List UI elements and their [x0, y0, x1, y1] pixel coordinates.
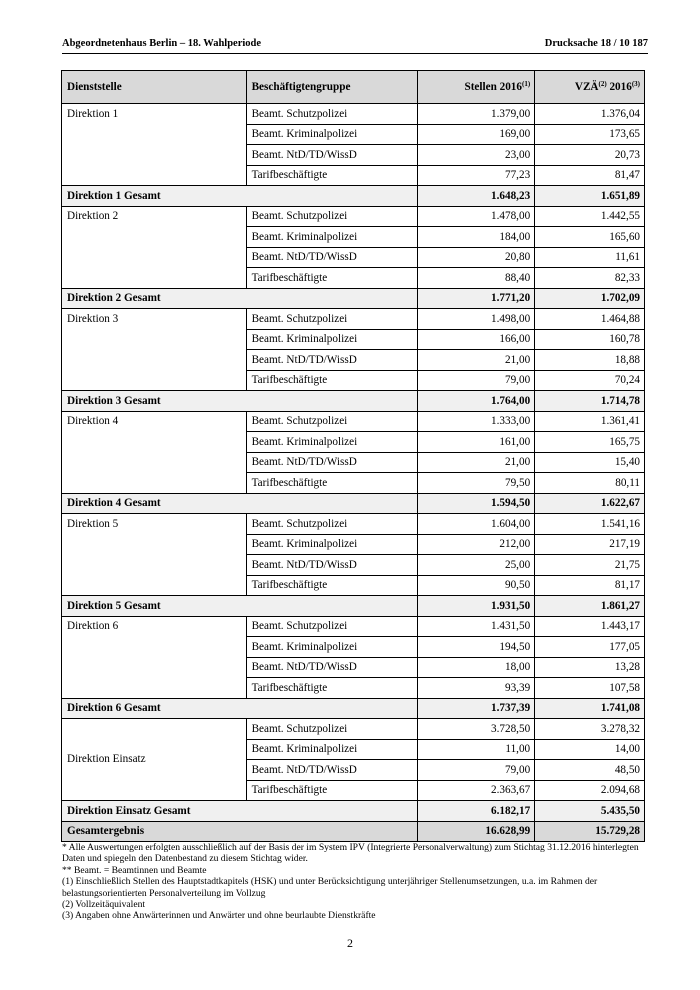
footnote: ** Beamt. = Beamtinnen und Beamte: [62, 864, 207, 876]
page-number: 2: [347, 936, 353, 950]
dienststelle-cell: Direktion 3: [62, 309, 247, 330]
table-row: [62, 329, 645, 350]
dienststelle-cell: [62, 370, 247, 391]
stellen-cell: 3.728,50: [418, 719, 535, 740]
dienststelle-cell: [62, 165, 247, 186]
subtotal-row: [62, 698, 645, 719]
table-body: [62, 104, 645, 842]
table-row: [62, 575, 645, 596]
vza-cell: 1.361,41: [535, 411, 645, 432]
stellen-cell: 1.648,23: [418, 186, 535, 207]
dienststelle-cell: [62, 247, 247, 268]
table-row: [62, 616, 645, 637]
table-row: [62, 247, 645, 268]
gruppe-cell: Tarifbeschäftigte: [246, 370, 418, 391]
dienststelle-cell: [62, 534, 247, 555]
vza-cell: 160,78: [535, 329, 645, 350]
dienststelle-cell: [62, 432, 247, 453]
row-label: Direktion 4 Gesamt: [62, 493, 418, 514]
stellen-cell: 1.604,00: [418, 514, 535, 535]
footnote: (1) Einschließlich Stellen des Hauptstadtkapitels (HSK) und unter Berücksichtigung unterjähriger Stellenumsetzungen, u.a. im Rahmen der belastungsorientierten Personalverteilung im Vollzug: [62, 876, 598, 899]
vza-cell: 1.622,67: [535, 493, 645, 514]
table-row: [62, 432, 645, 453]
stellen-cell: 93,39: [418, 678, 535, 699]
dienststelle-cell: [62, 227, 247, 248]
stellen-cell: 161,00: [418, 432, 535, 453]
subtotal-row: [62, 391, 645, 412]
gruppe-cell: Beamt. Schutzpolizei: [246, 206, 418, 227]
gruppe-cell: Beamt. Schutzpolizei: [246, 616, 418, 637]
col-header-dienststelle: Dienststelle: [62, 71, 247, 104]
table-row: [62, 534, 645, 555]
dienststelle-cell: Direktion 4: [62, 411, 247, 432]
row-label: Direktion 6 Gesamt: [62, 698, 418, 719]
table-row: [62, 657, 645, 678]
gruppe-cell: Beamt. NtD/TD/WissD: [246, 555, 418, 576]
stellen-cell: 1.431,50: [418, 616, 535, 637]
subtotal-row: [62, 596, 645, 617]
subtotal-row: [62, 186, 645, 207]
table-row: [62, 165, 645, 186]
subtotal-row: [62, 801, 645, 822]
vza-cell: 1.702,09: [535, 288, 645, 309]
gruppe-cell: Beamt. Schutzpolizei: [246, 411, 418, 432]
stellen-cell: 23,00: [418, 145, 535, 166]
gruppe-cell: Beamt. NtD/TD/WissD: [246, 452, 418, 473]
stellen-cell: 21,00: [418, 452, 535, 473]
gruppe-cell: Beamt. Kriminalpolizei: [246, 739, 418, 760]
footnotes: [62, 842, 652, 922]
vza-cell: 80,11: [535, 473, 645, 494]
stellen-cell: 79,00: [418, 370, 535, 391]
gruppe-cell: Beamt. NtD/TD/WissD: [246, 657, 418, 678]
dienststelle-cell: [62, 575, 247, 596]
vza-cell: 48,50: [535, 760, 645, 781]
vza-cell: 1.741,08: [535, 698, 645, 719]
col-header-vza-footnote-1: (2): [598, 79, 607, 88]
gruppe-cell: Tarifbeschäftigte: [246, 165, 418, 186]
gruppe-cell: Beamt. Schutzpolizei: [246, 309, 418, 330]
stellen-cell: 79,50: [418, 473, 535, 494]
vza-cell: 81,47: [535, 165, 645, 186]
stellen-cell: 79,00: [418, 760, 535, 781]
table-row: [62, 350, 645, 371]
row-label: Direktion 3 Gesamt: [62, 391, 418, 412]
row-label: Direktion 1 Gesamt: [62, 186, 418, 207]
vza-cell: 3.278,32: [535, 719, 645, 740]
vza-cell: 1.376,04: [535, 104, 645, 125]
gruppe-cell: Beamt. Schutzpolizei: [246, 104, 418, 125]
vza-cell: 107,58: [535, 678, 645, 699]
vza-cell: 2.094,68: [535, 780, 645, 801]
table-row: [62, 473, 645, 494]
vza-cell: 21,75: [535, 555, 645, 576]
stellen-cell: 2.363,67: [418, 780, 535, 801]
dienststelle-cell: Direktion 1: [62, 104, 247, 125]
stellen-cell: 16.628,99: [418, 821, 535, 842]
stellen-cell: 20,80: [418, 247, 535, 268]
stellen-cell: 166,00: [418, 329, 535, 350]
vza-cell: 165,60: [535, 227, 645, 248]
vza-cell: 82,33: [535, 268, 645, 289]
vza-cell: 173,65: [535, 124, 645, 145]
stellen-cell: 1.931,50: [418, 596, 535, 617]
stellen-cell: 1.498,00: [418, 309, 535, 330]
vza-cell: 15,40: [535, 452, 645, 473]
stellen-cell: 184,00: [418, 227, 535, 248]
stellen-cell: 212,00: [418, 534, 535, 555]
vza-cell: 15.729,28: [535, 821, 645, 842]
vza-cell: 217,19: [535, 534, 645, 555]
vza-cell: 1.651,89: [535, 186, 645, 207]
stellen-cell: 1.594,50: [418, 493, 535, 514]
table-row: [62, 145, 645, 166]
gruppe-cell: Tarifbeschäftigte: [246, 268, 418, 289]
row-label: Direktion 2 Gesamt: [62, 288, 418, 309]
col-header-gruppe: Beschäftigtengruppe: [246, 71, 418, 104]
col-header-stellen-footnote: (1): [521, 79, 531, 88]
stellen-cell: 77,23: [418, 165, 535, 186]
stellen-cell: 1.379,00: [418, 104, 535, 125]
vza-cell: 1.861,27: [535, 596, 645, 617]
dienststelle-cell: [62, 350, 247, 371]
gruppe-cell: Beamt. NtD/TD/WissD: [246, 350, 418, 371]
header-right: Drucksache 18 / 10 187: [544, 38, 648, 49]
gruppe-cell: Beamt. NtD/TD/WissD: [246, 760, 418, 781]
stellen-cell: 1.764,00: [418, 391, 535, 412]
row-label: Gesamtergebnis: [62, 821, 418, 842]
gruppe-cell: Beamt. Kriminalpolizei: [246, 432, 418, 453]
subtotal-row: [62, 288, 645, 309]
col-header-stellen-label: Stellen 2016: [464, 80, 522, 93]
gruppe-cell: Tarifbeschäftigte: [246, 473, 418, 494]
vza-cell: 5.435,50: [535, 801, 645, 822]
dienststelle-cell: [62, 329, 247, 350]
gruppe-cell: Beamt. Kriminalpolizei: [246, 124, 418, 145]
dienststelle-cell: Direktion 2: [62, 206, 247, 227]
gruppe-cell: Beamt. NtD/TD/WissD: [246, 145, 418, 166]
table-row: [62, 719, 645, 740]
page-header: [62, 38, 648, 54]
table-row: [62, 370, 645, 391]
table-row: [62, 411, 645, 432]
dienststelle-cell: [62, 678, 247, 699]
gruppe-cell: Beamt. Kriminalpolizei: [246, 534, 418, 555]
dienststelle-cell: [62, 473, 247, 494]
gruppe-cell: Beamt. Kriminalpolizei: [246, 329, 418, 350]
dienststelle-cell: [62, 555, 247, 576]
footnote: (2) Vollzeitäquivalent: [62, 899, 146, 911]
stellen-cell: 194,50: [418, 637, 535, 658]
stellen-cell: 1.737,39: [418, 698, 535, 719]
dienststelle-cell: Direktion 6: [62, 616, 247, 637]
table-row: [62, 227, 645, 248]
vza-cell: 11,61: [535, 247, 645, 268]
subtotal-row: [62, 493, 645, 514]
dienststelle-cell: Direktion 5: [62, 514, 247, 535]
row-label: Direktion Einsatz Gesamt: [62, 801, 418, 822]
vza-cell: 81,17: [535, 575, 645, 596]
stellen-cell: 11,00: [418, 739, 535, 760]
table-row: [62, 309, 645, 330]
col-header-stellen: [418, 71, 535, 104]
stellen-cell: 1.333,00: [418, 411, 535, 432]
header-left: Abgeordnetenhaus Berlin – 18. Wahlperiode: [62, 38, 262, 49]
vza-cell: 20,73: [535, 145, 645, 166]
table-header-row: [62, 71, 645, 104]
col-header-vza: [535, 71, 645, 104]
row-label: Direktion 5 Gesamt: [62, 596, 418, 617]
dienststelle-cell: [62, 637, 247, 658]
table-row: [62, 206, 645, 227]
stellen-cell: 88,40: [418, 268, 535, 289]
gruppe-cell: Beamt. Schutzpolizei: [246, 719, 418, 740]
vza-cell: 1.714,78: [535, 391, 645, 412]
dienststelle-cell: [62, 657, 247, 678]
stellen-cell: 1.478,00: [418, 206, 535, 227]
vza-cell: 165,75: [535, 432, 645, 453]
footnote: (3) Angaben ohne Anwärterinnen und Anwärter und ohne beurlaubte Dienstkräfte: [62, 910, 376, 922]
dienststelle-cell: [62, 452, 247, 473]
dienststelle-cell: Direktion Einsatz: [62, 719, 247, 801]
col-header-vza-label: VZÄ: [574, 80, 599, 93]
staff-table: [61, 70, 645, 842]
vza-cell: 70,24: [535, 370, 645, 391]
vza-cell: 1.541,16: [535, 514, 645, 535]
dienststelle-cell: [62, 124, 247, 145]
gruppe-cell: Beamt. Schutzpolizei: [246, 514, 418, 535]
col-header-vza-footnote-2: (3): [631, 79, 640, 88]
footnote: * Alle Auswertungen erfolgten ausschließlich auf der Basis der im System IPV (Integrierte Personalverwaltung) zum Stichtag 31.12.2016 hinterlegten Daten und spiegeln den Datenbestand zu diesem Stichtag wider.: [62, 842, 639, 865]
vza-cell: 13,28: [535, 657, 645, 678]
dienststelle-cell: [62, 268, 247, 289]
stellen-cell: 90,50: [418, 575, 535, 596]
table-row: [62, 124, 645, 145]
vza-cell: 14,00: [535, 739, 645, 760]
dienststelle-cell: [62, 145, 247, 166]
stellen-cell: 18,00: [418, 657, 535, 678]
table-row: [62, 104, 645, 125]
vza-cell: 1.464,88: [535, 309, 645, 330]
table-row: [62, 637, 645, 658]
vza-cell: 18,88: [535, 350, 645, 371]
gruppe-cell: Tarifbeschäftigte: [246, 575, 418, 596]
stellen-cell: 169,00: [418, 124, 535, 145]
grand-total-row: [62, 821, 645, 842]
table-row: [62, 452, 645, 473]
stellen-cell: 25,00: [418, 555, 535, 576]
vza-cell: 177,05: [535, 637, 645, 658]
vza-cell: 1.443,17: [535, 616, 645, 637]
table-row: [62, 514, 645, 535]
table-row: [62, 555, 645, 576]
table-row: [62, 268, 645, 289]
col-header-vza-year: 2016: [606, 80, 632, 93]
gruppe-cell: Tarifbeschäftigte: [246, 678, 418, 699]
vza-cell: 1.442,55: [535, 206, 645, 227]
gruppe-cell: Beamt. Kriminalpolizei: [246, 227, 418, 248]
gruppe-cell: Beamt. Kriminalpolizei: [246, 637, 418, 658]
stellen-cell: 21,00: [418, 350, 535, 371]
stellen-cell: 6.182,17: [418, 801, 535, 822]
gruppe-cell: Tarifbeschäftigte: [246, 780, 418, 801]
gruppe-cell: Beamt. NtD/TD/WissD: [246, 247, 418, 268]
stellen-cell: 1.771,20: [418, 288, 535, 309]
table-row: [62, 678, 645, 699]
